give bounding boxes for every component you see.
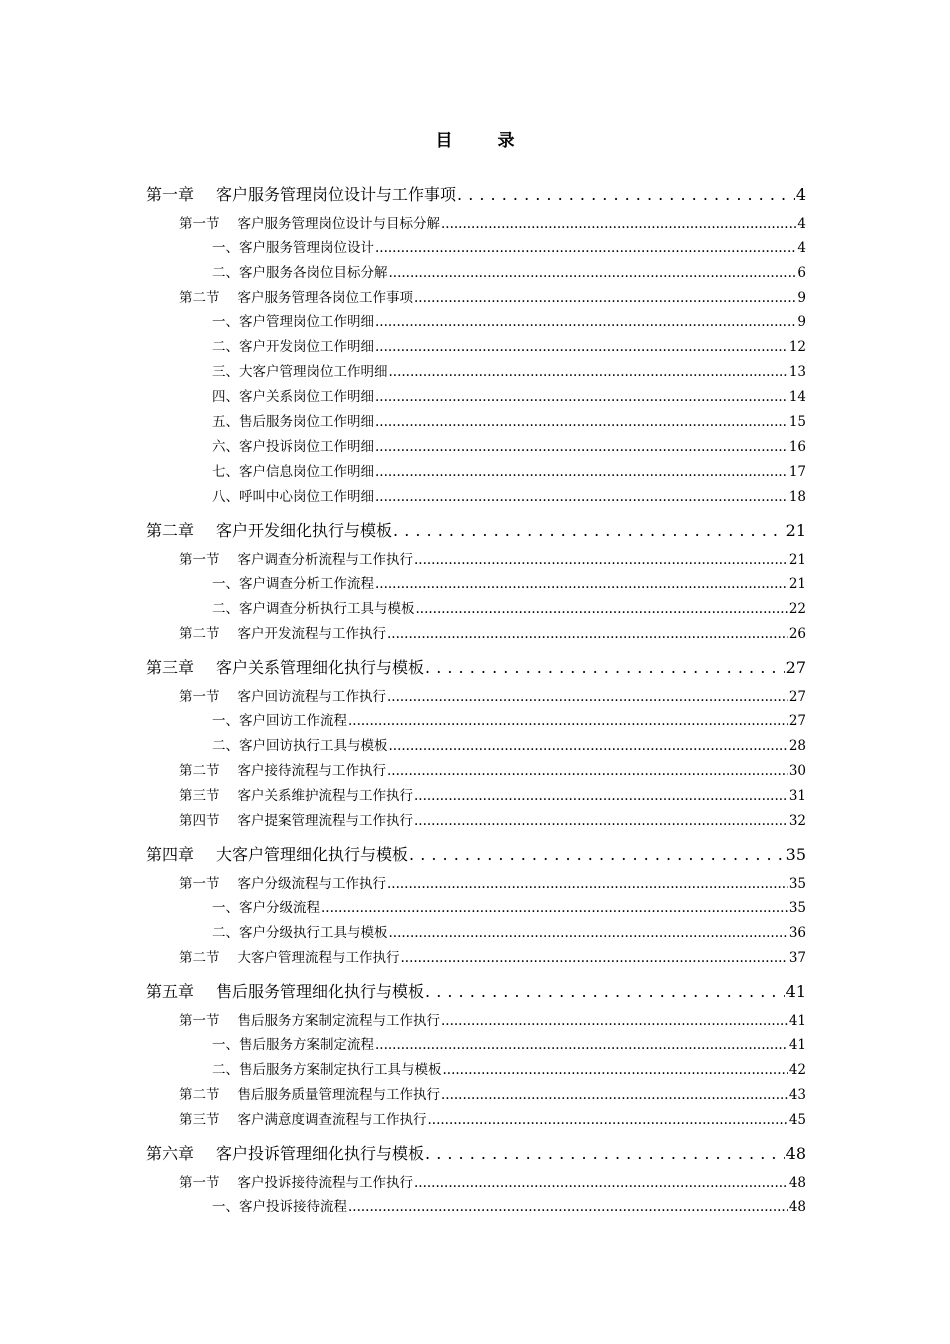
- toc-page-number: 36: [788, 925, 806, 941]
- toc-page-number: 14: [788, 389, 806, 405]
- toc-title: 目 录: [435, 131, 529, 151]
- toc-entry-title: 客户分级流程与工作执行: [237, 876, 386, 892]
- toc-chapter-entry[interactable]: [146, 1141, 806, 1164]
- toc-section-entry[interactable]: [179, 622, 806, 642]
- toc-section-entry[interactable]: [179, 946, 806, 966]
- toc-page-number: 4: [797, 216, 806, 232]
- toc-page-number: 9: [797, 314, 806, 330]
- toc-dot-leader: [375, 389, 788, 405]
- toc-page-number: 35: [788, 876, 806, 892]
- toc-entry-number: 第一节: [179, 1013, 220, 1029]
- toc-entry-title: 客户投诉接待流程与工作执行: [237, 1175, 413, 1191]
- toc-page-number: 48: [788, 1175, 806, 1191]
- toc-subsection-entry[interactable]: [212, 1058, 806, 1078]
- toc-section-entry[interactable]: [179, 872, 806, 892]
- toc-entry-title: 客户投诉管理细化执行与模板: [216, 1144, 425, 1163]
- toc-entry-title: 客户开发流程与工作执行: [237, 626, 386, 642]
- toc-dot-leader: [375, 240, 796, 256]
- toc-dot-leader: [409, 845, 785, 864]
- toc-page-number: 18: [788, 489, 806, 505]
- toc-entry-title: 一、客户回访工作流程: [212, 713, 347, 729]
- toc-entry-title: 客户开发细化执行与模板: [216, 521, 393, 540]
- toc-page-number: 21: [785, 521, 806, 540]
- toc-entry-number: 第三章: [146, 658, 195, 677]
- toc-entry-title: 三、大客户管理岗位工作明细: [212, 364, 388, 380]
- toc-dot-leader: [416, 601, 788, 617]
- toc-chapter-entry[interactable]: [146, 842, 806, 865]
- toc-subsection-entry[interactable]: [212, 597, 806, 617]
- toc-dot-leader: [375, 576, 788, 592]
- toc-entry-number: 第三节: [179, 788, 220, 804]
- toc-entry-number: 第二节: [179, 763, 220, 779]
- toc-dot-leader: [414, 290, 796, 306]
- toc-subsection-entry[interactable]: [212, 410, 806, 430]
- toc-page-number: 16: [788, 439, 806, 455]
- toc-entry-title: 客户回访流程与工作执行: [237, 689, 386, 705]
- toc-page-number: 28: [788, 738, 806, 754]
- toc-entry-title: 售后服务管理细化执行与模板: [216, 982, 425, 1001]
- toc-page-number: 22: [788, 601, 806, 617]
- toc-entry-title: 客户调查分析流程与工作执行: [237, 552, 413, 568]
- toc-entry-number: 第一节: [179, 689, 220, 705]
- toc-entry-number: 第一节: [179, 552, 220, 568]
- toc-page-number: 21: [788, 576, 806, 592]
- toc-entry-number: 第二章: [146, 521, 195, 540]
- toc-dot-leader: [387, 763, 788, 779]
- toc-entry-title: 二、客户服务各岗位目标分解: [212, 265, 388, 281]
- toc-page-number: 12: [788, 339, 806, 355]
- toc-subsection-entry[interactable]: [212, 1195, 806, 1215]
- toc-entry-title: 一、售后服务方案制定流程: [212, 1037, 374, 1053]
- toc-entry-title: 一、客户管理岗位工作明细: [212, 314, 374, 330]
- toc-dot-leader: [414, 813, 788, 829]
- toc-dot-leader: [387, 689, 788, 705]
- toc-section-entry[interactable]: [179, 1171, 806, 1191]
- toc-dot-leader: [393, 521, 785, 540]
- toc-entry-number: 第三节: [179, 1112, 220, 1128]
- toc-entry-title: 二、客户分级执行工具与模板: [212, 925, 388, 941]
- toc-page-number: 41: [788, 1037, 806, 1053]
- toc-entry-title: 客户服务管理岗位设计与工作事项: [216, 185, 457, 204]
- toc-page-number: 35: [785, 845, 806, 864]
- toc-entry-number: 第一节: [179, 876, 220, 892]
- toc-subsection-entry[interactable]: [212, 236, 806, 256]
- toc-entry-title: 一、客户分级流程: [212, 900, 320, 916]
- toc-entry-title: 客户服务管理岗位设计与目标分解: [237, 216, 440, 232]
- toc-entry-number: 第五章: [146, 982, 195, 1001]
- toc-entry-title: 客户满意度调查流程与工作执行: [237, 1112, 427, 1128]
- toc-page-number: 43: [788, 1087, 806, 1103]
- toc-page-number: 48: [788, 1199, 806, 1215]
- toc-section-entry[interactable]: [179, 759, 806, 779]
- toc-entry-title: 一、客户调查分析工作流程: [212, 576, 374, 592]
- toc-page-number: 15: [788, 414, 806, 430]
- toc-page-number: 13: [788, 364, 806, 380]
- toc-section-entry[interactable]: [179, 548, 806, 568]
- toc-entry-title: 客户提案管理流程与工作执行: [237, 813, 413, 829]
- toc-chapter-entry[interactable]: [146, 182, 806, 205]
- toc-section-entry[interactable]: [179, 1009, 806, 1029]
- toc-chapter-entry[interactable]: [146, 655, 806, 678]
- toc-subsection-entry[interactable]: [212, 734, 806, 754]
- toc-dot-leader: [375, 439, 788, 455]
- toc-dot-leader: [375, 489, 788, 505]
- toc-entry-number: 第二节: [179, 1087, 220, 1103]
- toc-entry-title: 一、客户投诉接待流程: [212, 1199, 347, 1215]
- toc-entry-title: 客户关系管理细化执行与模板: [216, 658, 425, 677]
- toc-subsection-entry[interactable]: [212, 261, 806, 281]
- toc-subsection-entry[interactable]: [212, 385, 806, 405]
- toc-dot-leader: [425, 982, 785, 1001]
- toc-entry-title: 客户关系维护流程与工作执行: [237, 788, 413, 804]
- toc-entry-title: 七、客户信息岗位工作明细: [212, 464, 374, 480]
- toc-entry-number: 第一章: [146, 185, 195, 204]
- toc-subsection-entry[interactable]: [212, 896, 806, 916]
- toc-entry-title: 五、售后服务岗位工作明细: [212, 414, 374, 430]
- toc-entry-number: 第四章: [146, 845, 195, 864]
- toc-section-entry[interactable]: [179, 1108, 806, 1128]
- toc-entry-title: 大客户管理细化执行与模板: [216, 845, 409, 864]
- toc-entry-title: 大客户管理流程与工作执行: [237, 950, 400, 966]
- toc-dot-leader: [441, 216, 796, 232]
- toc-entry-number: 第六章: [146, 1144, 195, 1163]
- toc-entry-number: 第二节: [179, 950, 220, 966]
- toc-page-number: 27: [788, 713, 806, 729]
- toc-dot-leader: [425, 1144, 785, 1163]
- toc-dot-leader: [441, 1087, 788, 1103]
- toc-dot-leader: [425, 658, 785, 677]
- toc-section-entry[interactable]: [179, 809, 806, 829]
- toc-subsection-entry[interactable]: [212, 435, 806, 455]
- toc-page-number: 35: [788, 900, 806, 916]
- toc-page-number: 9: [797, 290, 806, 306]
- toc-subsection-entry[interactable]: [212, 460, 806, 480]
- toc-subsection-entry[interactable]: [212, 709, 806, 729]
- toc-page-number: 41: [785, 982, 806, 1001]
- toc-entry-title: 四、客户关系岗位工作明细: [212, 389, 374, 405]
- toc-entry-title: 客户接待流程与工作执行: [237, 763, 386, 779]
- toc-page-number: 17: [788, 464, 806, 480]
- toc-page-number: 4: [795, 185, 806, 204]
- toc-entry-title: 客户服务管理各岗位工作事项: [237, 290, 413, 306]
- toc-dot-leader: [389, 925, 788, 941]
- toc-subsection-entry[interactable]: [212, 310, 806, 330]
- toc-subsection-entry[interactable]: [212, 360, 806, 380]
- toc-dot-leader: [389, 738, 788, 754]
- toc-section-entry[interactable]: [179, 1083, 806, 1103]
- toc-entry-title: 售后服务方案制定流程与工作执行: [237, 1013, 440, 1029]
- toc-page-number: 6: [797, 265, 806, 281]
- toc-dot-leader: [457, 185, 795, 204]
- toc-entry-number: 第二节: [179, 626, 220, 642]
- toc-dot-leader: [375, 414, 788, 430]
- toc-entry-number: 第一节: [179, 1175, 220, 1191]
- toc-dot-leader: [428, 1112, 788, 1128]
- toc-page-number: 37: [788, 950, 806, 966]
- toc-dot-leader: [375, 339, 788, 355]
- toc-section-entry[interactable]: [179, 784, 806, 804]
- toc-page-number: 31: [788, 788, 806, 804]
- toc-section-entry[interactable]: [179, 212, 806, 232]
- toc-dot-leader: [348, 1199, 788, 1215]
- toc-entry-title: 一、客户服务管理岗位设计: [212, 240, 374, 256]
- toc-subsection-entry[interactable]: [212, 335, 806, 355]
- toc-dot-leader: [348, 713, 788, 729]
- toc-section-entry[interactable]: [179, 685, 806, 705]
- toc-dot-leader: [387, 626, 788, 642]
- toc-page-number: 41: [788, 1013, 806, 1029]
- toc-dot-leader: [414, 1175, 788, 1191]
- toc-page-number: 26: [788, 626, 806, 642]
- toc-dot-leader: [414, 788, 788, 804]
- toc-entry-number: 第四节: [179, 813, 220, 829]
- toc-dot-leader: [375, 314, 796, 330]
- toc-entry-number: 第一节: [179, 216, 220, 232]
- toc-dot-leader: [387, 876, 788, 892]
- toc-subsection-entry[interactable]: [212, 572, 806, 592]
- toc-dot-leader: [375, 464, 788, 480]
- toc-subsection-entry[interactable]: [212, 1033, 806, 1053]
- toc-entry-title: 六、客户投诉岗位工作明细: [212, 439, 374, 455]
- toc-dot-leader: [401, 950, 788, 966]
- toc-entry-title: 八、呼叫中心岗位工作明细: [212, 489, 374, 505]
- toc-page-number: 30: [788, 763, 806, 779]
- toc-dot-leader: [321, 900, 788, 916]
- toc-dot-leader: [389, 364, 788, 380]
- toc-subsection-entry[interactable]: [212, 485, 806, 505]
- toc-entry-title: 二、客户回访执行工具与模板: [212, 738, 388, 754]
- toc-page-number: 27: [785, 658, 806, 677]
- toc-chapter-entry[interactable]: [146, 518, 806, 541]
- toc-section-entry[interactable]: [179, 286, 806, 306]
- toc-entry-title: 二、客户开发岗位工作明细: [212, 339, 374, 355]
- toc-chapter-entry[interactable]: [146, 979, 806, 1002]
- toc-entry-number: 第二节: [179, 290, 220, 306]
- toc-page-number: 42: [788, 1062, 806, 1078]
- toc-dot-leader: [389, 265, 797, 281]
- toc-page-number: 21: [788, 552, 806, 568]
- toc-entry-title: 二、售后服务方案制定执行工具与模板: [212, 1062, 442, 1078]
- toc-dot-leader: [375, 1037, 788, 1053]
- toc-dot-leader: [414, 552, 788, 568]
- toc-dot-leader: [443, 1062, 788, 1078]
- toc-page-number: 32: [788, 813, 806, 829]
- toc-entry-title: 二、客户调查分析执行工具与模板: [212, 601, 415, 617]
- toc-subsection-entry[interactable]: [212, 921, 806, 941]
- toc-dot-leader: [441, 1013, 788, 1029]
- toc-page-number: 48: [785, 1144, 806, 1163]
- toc-page-number: 45: [788, 1112, 806, 1128]
- toc-entry-title: 售后服务质量管理流程与工作执行: [237, 1087, 440, 1103]
- toc-page-number: 4: [797, 240, 806, 256]
- toc-page-number: 27: [788, 689, 806, 705]
